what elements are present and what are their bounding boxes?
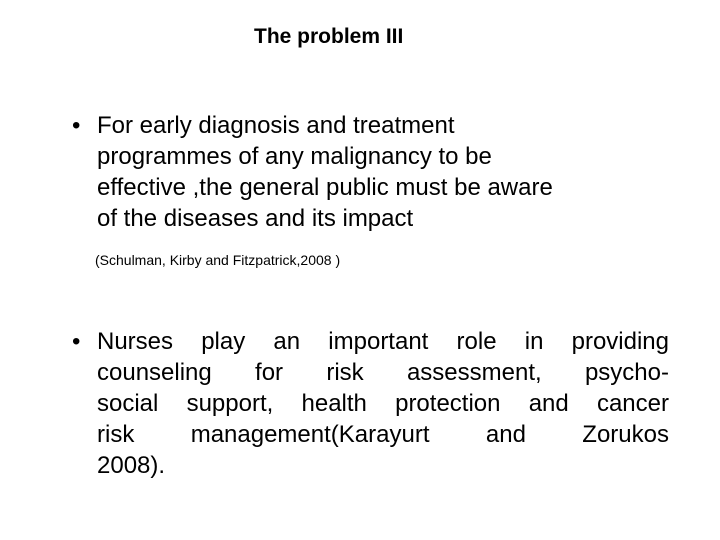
bullet-text <box>97 110 553 234</box>
bullet-line: For early diagnosis and treatment <box>97 112 455 139</box>
bullet-line: of the diseases and its impact <box>97 205 414 232</box>
bullet-icon: • <box>72 328 81 355</box>
bullet-line: social support, health protection and cancer <box>97 390 669 417</box>
bullet-text <box>97 326 669 481</box>
bullet-line: risk management(Karayurt and Zorukos <box>97 421 669 448</box>
bullet-line: Nurses play an important role in providing <box>97 328 669 355</box>
bullet-line: counseling for risk assessment, psycho- <box>97 359 669 386</box>
bullet-item-early-diagnosis <box>72 110 692 240</box>
bullet-line: effective ,the general public must be aware <box>97 174 553 201</box>
bullet-line: 2008). <box>97 452 166 479</box>
citation: (Schulman, Kirby and Fitzpatrick,2008 ) <box>95 252 341 268</box>
slide-title: The problem III <box>254 25 404 48</box>
bullet-line: programmes of any malignancy to be <box>97 143 492 170</box>
bullet-item-nurses-role <box>72 326 692 486</box>
bullet-icon: • <box>72 112 81 139</box>
